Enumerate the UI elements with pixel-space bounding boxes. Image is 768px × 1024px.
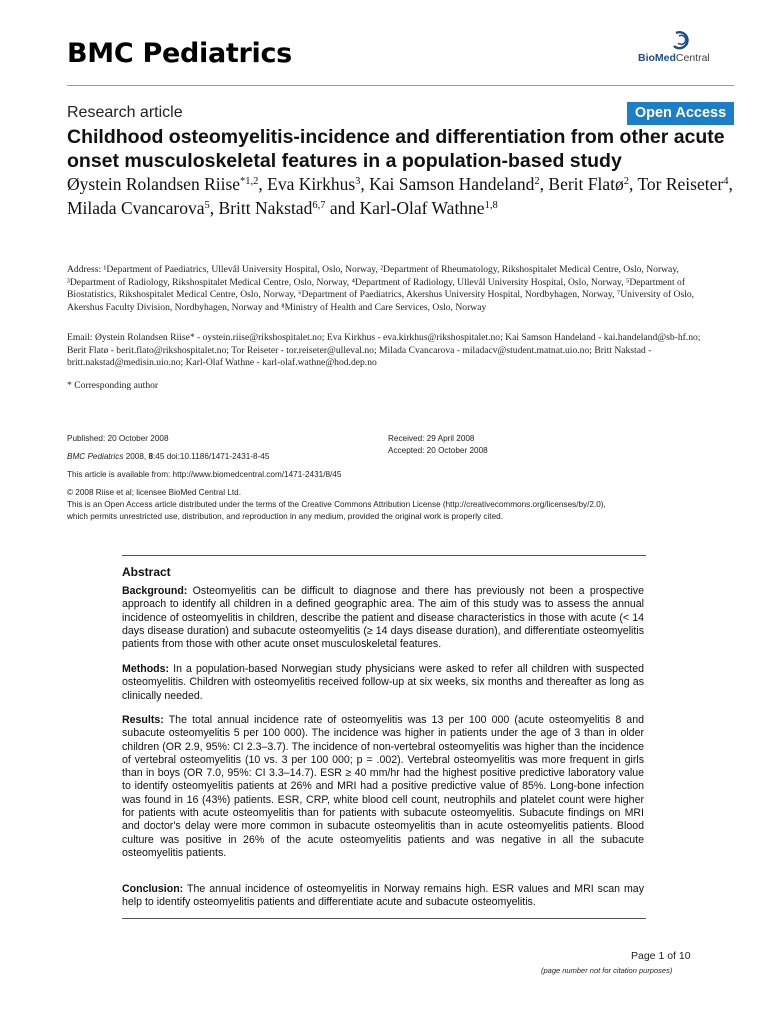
article-title: Childhood osteomyelitis-incidence and differentiation from other acute onset musculoskeletal features in a population-based study — [67, 126, 725, 172]
biomed-logo-text — [638, 52, 710, 64]
author-name[interactable]: Berit Flatø — [548, 174, 624, 194]
author-name[interactable]: Øystein Rolandsen Riise — [67, 174, 241, 194]
abstract-conclusion — [122, 883, 644, 910]
logo-med: Med — [654, 52, 676, 64]
citation-journal: BMC Pediatrics — [67, 452, 124, 461]
conclusion-text: The annual incidence of osteomyelitis in Norway remains high. ESR values and MRI scan may help to identify osteomyelitis patients and differentiate acute and subacute osteomyelitis. — [122, 883, 644, 909]
abstract-top-rule — [122, 555, 646, 556]
author-name[interactable]: Kai Samson Handeland — [369, 174, 535, 194]
abstract-background — [122, 585, 644, 651]
methods-label: Methods: — [122, 663, 170, 675]
abstract-methods — [122, 663, 644, 703]
author-name[interactable]: Karl-Olaf Wathne — [359, 197, 485, 218]
author-affiliation: 4 — [723, 176, 729, 187]
author-affiliation: 1,8 — [484, 199, 498, 211]
author-affiliation: 2 — [623, 176, 629, 187]
abstract-heading: Abstract — [122, 565, 171, 579]
article-url[interactable]: This article is available from: http://www.biomedcentral.com/1471-2431/8/45 — [67, 470, 342, 479]
license-text-1[interactable]: This is an Open Access article distributed under the terms of the Creative Commons Attribution License (http://creativecommons.org/licenses/by/2.0), — [67, 500, 606, 509]
corresponding-author-note: * Corresponding author — [67, 380, 159, 391]
citation-line — [67, 451, 269, 463]
accepted-date: Accepted: 20 October 2008 — [388, 446, 488, 455]
author-affiliation: *1,2 — [240, 176, 259, 187]
page-number-note: (page number not for citation purposes) — [541, 966, 673, 975]
abstract-bottom-rule — [122, 918, 646, 919]
citation-doi[interactable]: :45 doi:10.1186/1471-2431-8-45 — [153, 452, 270, 461]
author-name[interactable]: Milada Cvancarova — [67, 197, 205, 218]
author-addresses: Address: ¹Department of Paediatrics, Ullevål University Hospital, Oslo, Norway, ²Department of Rheumatology, Rikshospitalet Medical Centre, Oslo, Norway, ³Department of Radiology, Rikshospitalet Medical Centre, Oslo, Norway, ⁴Department of Radiology, Ullevål University Hospital, Oslo, Norway, ⁵Department of Biostatistics, Rikshospitalet Medical Centre, Oslo, Norway, ⁶Department of Paediatrics, Akershus University Hospital, Nordbyhagen, Norway, ⁷University of Oslo, Akershus Faculty Division, Nordbyhagen, Norway and ⁸Ministry of Health and Care Services, Oslo, Norway — [67, 264, 695, 313]
results-label: Results: — [122, 714, 164, 726]
author-name[interactable]: Eva Kirkhus — [267, 174, 356, 194]
author-affiliation: 5 — [204, 199, 210, 211]
license-text-2: which permits unrestricted use, distribution, and reproduction in any medium, provided the original work is properly cited. — [67, 512, 503, 521]
copyright-notice: © 2008 Riise et al; licensee BioMed Central Ltd. — [67, 488, 241, 497]
author-affiliation: 3 — [355, 176, 361, 187]
article-type: Research article — [67, 104, 183, 121]
author-name[interactable]: Britt Nakstad — [218, 197, 313, 218]
results-text: The total annual incidence rate of osteomyelitis was 13 per 100 000 (acute osteomyelitis 8 and subacute osteomyelitis 5 per 100 000). The incidence was higher in patients under the age of 3 than in older children (OR 2.9, 95%: CI 2.3–3.7). The incidence of non-vertebral osteomyelitis was higher than the incidence of vertebral osteomyelitis (10 vs. 3 per 100 000; p = .002). Vertebral osteomyelitis was more frequent in girls than in boys (OR 7.0, 95%: CI 3.3–14.7). ESR ≥ 40 mm/hr had the highest positive predictive laboratory value to identify osteomyelitis patients at 26% and MRI had a positive predictive value of 85%. Long-bone infection was found in 16 (43%) patients. ESR, CRP, white blood cell count, neutrophils and platelet count were higher for patients with acute osteomyelitis than for patients with subacute osteomyelitis. Subacute findings on MRI and doctor's delay were more common in subacute osteomyelitis than in acute osteomyelitis patients. Blood culture was positive in 26% of the acute osteomyelitis patients and was negative in all the subacute osteomyelitis patients. — [122, 714, 644, 859]
page-number: Page 1 of 10 — [631, 950, 691, 962]
author-affiliation: 6,7 — [312, 199, 326, 211]
abstract-results — [122, 714, 644, 860]
header-divider — [67, 85, 734, 86]
logo-bio: Bio — [638, 52, 655, 64]
received-date: Received: 29 April 2008 — [388, 434, 475, 443]
conclusion-label: Conclusion: — [122, 883, 184, 895]
open-access-badge[interactable]: Open Access — [627, 102, 734, 125]
citation-volume: 8 — [148, 452, 154, 461]
logo-central: Central — [675, 52, 710, 64]
citation-year: 2008, — [123, 452, 149, 461]
author-emails[interactable]: Email: Øystein Rolandsen Riise* - oystein.riise@rikshospitalet.no; Eva Kirkhus - eva.kirkhus@rikshospitalet.no; Kai Samson Handeland - kai.handeland@sb-hf.no; Berit Flatø - berit.flato@rikshospitalet.no; Tor Reiseter - tor.reiseter@ulleval.no; Milada Cvancarova - miladacv@student.matnat.uio.no; Britt Nakstad - britt.nakstad@medisin.uio.no; Karl-Olaf Wathne - karl-olaf.wathne@hod.dep.no — [67, 332, 701, 368]
biomed-central-logo[interactable] — [638, 30, 708, 70]
journal-title: BMC Pediatrics — [67, 38, 292, 69]
author-name[interactable]: Tor Reiseter — [637, 174, 724, 194]
biomed-arc-icon — [670, 30, 692, 50]
background-text: Osteomyelitis can be difficult to diagnose and there has previously not been a prospective approach to identify all children in a defined geographic area. The aim of this study was to assess the annual incidence of osteomyelitis in children, describe the patient and disease characteristics in those with acute (< 14 days disease duration) and subacute osteomyelitis (≥ 14 days disease duration), and differentiate osteomyelitis patients from those with other acute onset musculoskeletal features. — [122, 585, 644, 651]
author-affiliation: 2 — [534, 176, 540, 187]
published-date: Published: 20 October 2008 — [67, 434, 169, 443]
author-list: Øystein Rolandsen Riise$^{*1,2}$, Eva Kirkhus$^3$, Kai Samson Handeland$^2$, Berit Flatø$^2$, Tor Reiseter$^4$, Milada Cvancarova$^5$, Britt Nakstad$^{6,7}$ and Karl-Olaf Wathne$^{1,8}$ — [67, 174, 733, 218]
methods-text: In a population-based Norwegian study physicians were asked to refer all children with suspected osteomyelitis. Children with osteomyelitis received follow-up at six weeks, six months and thereafter as long as clinically needed. — [122, 663, 644, 702]
background-label: Background: — [122, 585, 188, 597]
